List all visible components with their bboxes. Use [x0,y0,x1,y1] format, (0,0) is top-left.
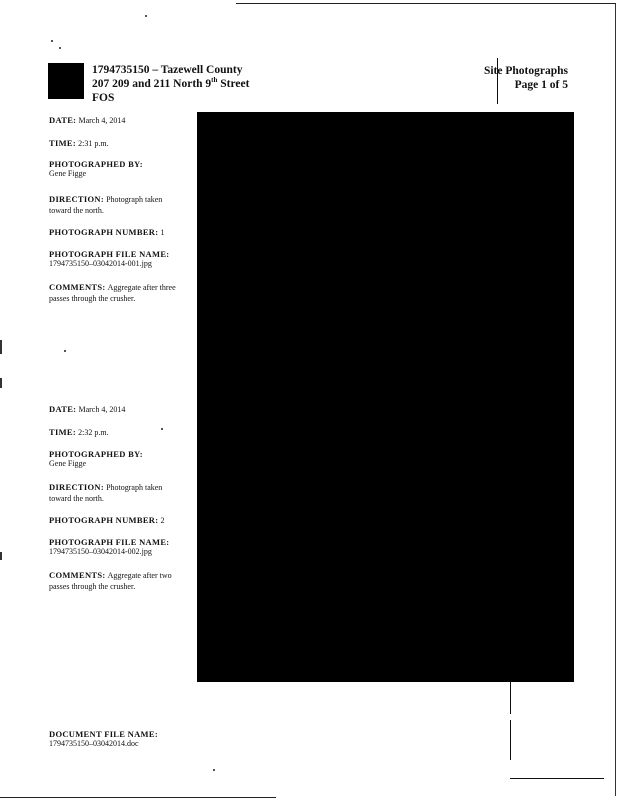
document-filename [49,729,209,749]
photo-number-label: PHOTOGRAPH NUMBER: [49,227,159,237]
photo1-photographer [49,159,189,179]
time-label: TIME: [49,427,76,437]
direction-value: Photograph taken toward the north. [49,483,163,503]
photo-number-value: 1 [160,228,165,237]
file-name-label: PHOTOGRAPH FILE NAME: [49,537,170,547]
page-header-right [470,64,568,92]
site-id-line: 1794735150 – Tazewell County [92,64,243,76]
photo2-time [49,427,189,438]
photographer-value: Gene Figge [49,459,87,468]
document-file-value: 1794735150–03042014.doc [49,739,139,748]
address-ordinal: th [211,76,218,85]
footer-rule [510,778,604,779]
date-label: DATE: [49,404,77,414]
direction-value: Photograph taken toward the north. [49,195,163,215]
scan-mark [0,552,2,560]
page-number: Page 1 of 5 [514,79,568,91]
scan-speck [51,40,53,42]
company-logo [48,63,84,99]
photo2-photographer [49,449,189,469]
photo2-number [49,515,189,526]
time-label: TIME: [49,138,76,148]
scan-mark [0,378,2,388]
site-address-line [92,77,249,91]
photo1-filename [49,249,189,269]
photo1-comments [49,282,181,304]
photo2-comments [49,570,181,592]
scan-mark [0,340,2,354]
comments-value: Aggregate after three passes through the crusher. [49,283,176,303]
margin-rule [510,682,511,714]
photo2-filename [49,537,189,557]
photo1-date [49,115,189,126]
photo1-time [49,138,189,149]
photographer-value: Gene Figge [49,169,87,178]
date-label: DATE: [49,115,77,125]
redacted-photograph [197,112,574,682]
direction-label: DIRECTION: [49,194,104,204]
document-title: Site Photographs [483,65,568,77]
direction-label: DIRECTION: [49,482,104,492]
scan-speck [213,769,215,771]
address-street: Street [217,78,250,90]
scan-speck [145,15,147,17]
scan-edge-top [236,3,616,4]
file-name-value: 1794735150–03042014-002.jpg [49,547,152,556]
file-name-label: PHOTOGRAPH FILE NAME: [49,249,170,259]
address-text: 207 209 and 211 North 9 [92,78,212,90]
comments-label: COMMENTS: [49,282,106,292]
site-header [92,63,249,105]
photographer-label: PHOTOGRAPHED BY: [49,449,143,459]
photo1-number [49,227,189,238]
date-value: March 4, 2014 [78,116,126,125]
photographer-label: PHOTOGRAPHED BY: [49,159,143,169]
time-value: 2:32 p.m. [78,428,109,437]
site-code-line: FOS [92,92,115,104]
comments-value: Aggregate after two passes through the crusher. [49,571,172,591]
file-name-value: 1794735150–03042014-001.jpg [49,259,152,268]
photo1-direction [49,194,184,216]
time-value: 2:31 p.m. [78,139,109,148]
photo-number-value: 2 [160,516,165,525]
scan-edge-bottom [0,797,276,798]
scan-speck [59,47,61,49]
scan-edge-right [615,4,616,796]
scan-speck [64,350,66,352]
date-value: March 4, 2014 [78,405,126,414]
photo2-direction [49,482,184,504]
photo-number-label: PHOTOGRAPH NUMBER: [49,515,159,525]
photo2-date [49,404,189,415]
document-file-label: DOCUMENT FILE NAME: [49,729,158,739]
margin-rule [510,720,511,760]
comments-label: COMMENTS: [49,570,106,580]
